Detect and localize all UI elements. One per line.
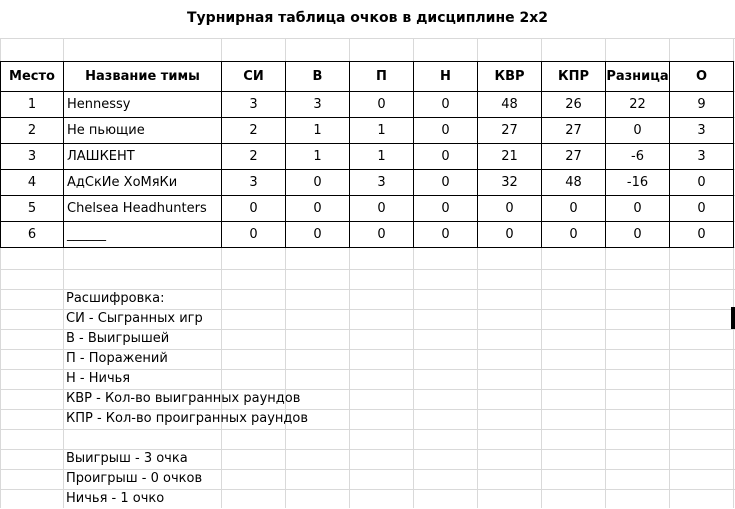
cell-wins[interactable]: 0 [286, 196, 350, 222]
cell-rounds-lost[interactable]: 0 [542, 196, 606, 222]
header-place[interactable]: Место [1, 62, 64, 92]
cell-team-name[interactable]: Chelsea Headhunters [64, 196, 222, 222]
cell-games-played[interactable]: 3 [222, 170, 286, 196]
cell-place[interactable]: 4 [1, 170, 64, 196]
cell-rounds-won[interactable]: 32 [478, 170, 542, 196]
legend-block [66, 289, 308, 509]
cell-place[interactable]: 3 [1, 144, 64, 170]
cell-games-played[interactable]: 0 [222, 196, 286, 222]
legend-item[interactable]: П - Поражений [66, 351, 168, 366]
cell-points[interactable]: 0 [670, 170, 734, 196]
cell-wins[interactable]: 0 [286, 170, 350, 196]
cell-points[interactable]: 3 [670, 118, 734, 144]
table-row [1, 222, 734, 248]
points-rule[interactable]: Ничья - 1 очко [66, 491, 165, 506]
cell-draws[interactable]: 0 [414, 222, 478, 248]
cell-losses[interactable]: 0 [350, 196, 414, 222]
cell-points[interactable]: 0 [670, 196, 734, 222]
cell-draws[interactable]: 0 [414, 170, 478, 196]
header-team-name[interactable]: Название тимы [64, 62, 222, 92]
cell-points[interactable]: 0 [670, 222, 734, 248]
cell-rounds-lost[interactable]: 27 [542, 144, 606, 170]
cell-difference[interactable]: -6 [606, 144, 670, 170]
header-rounds-won[interactable]: КВР [478, 62, 542, 92]
table-row [1, 170, 734, 196]
cell-team-name[interactable]: ЛАШКЕНТ [64, 144, 222, 170]
cell-difference[interactable]: 0 [606, 118, 670, 144]
standings-table [0, 61, 734, 248]
cell-rounds-lost[interactable]: 48 [542, 170, 606, 196]
legend-heading[interactable]: Расшифровка: [66, 291, 165, 306]
points-rule[interactable]: Выигрыш - 3 очка [66, 451, 188, 466]
cell-rounds-won[interactable]: 0 [478, 222, 542, 248]
legend-item[interactable]: КПР - Кол-во проигранных раундов [66, 411, 309, 426]
cell-place[interactable]: 1 [1, 92, 64, 118]
cell-draws[interactable]: 0 [414, 144, 478, 170]
cell-team-name[interactable]: Не пьющие [64, 118, 222, 144]
cell-team-name[interactable]: АдСкИе ХоМяКи [64, 170, 222, 196]
cell-wins[interactable]: 0 [286, 222, 350, 248]
cell-difference[interactable]: -16 [606, 170, 670, 196]
table-row [1, 118, 734, 144]
cell-games-played[interactable]: 2 [222, 118, 286, 144]
cell-difference[interactable]: 22 [606, 92, 670, 118]
cell-rounds-won[interactable]: 48 [478, 92, 542, 118]
cell-place[interactable]: 6 [1, 222, 64, 248]
cell-rounds-won[interactable]: 0 [478, 196, 542, 222]
cell-team-name[interactable]: Hennessy [64, 92, 222, 118]
cell-team-name[interactable]: ______ [64, 222, 222, 248]
header-difference[interactable]: Разница [606, 62, 670, 92]
cell-rounds-lost[interactable]: 26 [542, 92, 606, 118]
header-rounds-lost[interactable]: КПР [542, 62, 606, 92]
cell-losses[interactable]: 0 [350, 92, 414, 118]
cell-wins[interactable]: 1 [286, 144, 350, 170]
cell-rounds-won[interactable]: 27 [478, 118, 542, 144]
cell-losses[interactable]: 1 [350, 144, 414, 170]
page-title: Турнирная таблица очков в дисциплине 2х2 [187, 10, 548, 26]
cell-games-played[interactable]: 2 [222, 144, 286, 170]
cell-wins[interactable]: 3 [286, 92, 350, 118]
cell-draws[interactable]: 0 [414, 92, 478, 118]
cell-losses[interactable]: 3 [350, 170, 414, 196]
cell-place[interactable]: 2 [1, 118, 64, 144]
cell-games-played[interactable]: 0 [222, 222, 286, 248]
points-rule[interactable]: Проигрыш - 0 очков [66, 471, 203, 486]
cell-rounds-lost[interactable]: 27 [542, 118, 606, 144]
cell-draws[interactable]: 0 [414, 196, 478, 222]
table-row [1, 92, 734, 118]
cell-points[interactable]: 3 [670, 144, 734, 170]
cell-games-played[interactable]: 3 [222, 92, 286, 118]
cell-difference[interactable]: 0 [606, 222, 670, 248]
table-row [1, 196, 734, 222]
cell-rounds-won[interactable]: 21 [478, 144, 542, 170]
cell-points[interactable]: 9 [670, 92, 734, 118]
header-wins[interactable]: В [286, 62, 350, 92]
cell-rounds-lost[interactable]: 0 [542, 222, 606, 248]
legend-item[interactable]: СИ - Сыгранных игр [66, 311, 203, 326]
legend-item[interactable]: КВР - Кол-во выигранных раундов [66, 391, 301, 406]
cell-cursor-marker [731, 307, 735, 329]
legend-item[interactable]: В - Выигрышей [66, 331, 170, 346]
header-games-played[interactable]: СИ [222, 62, 286, 92]
empty-cell[interactable] [66, 429, 308, 449]
table-header-row [1, 62, 734, 92]
header-draws[interactable]: Н [414, 62, 478, 92]
cell-difference[interactable]: 0 [606, 196, 670, 222]
header-losses[interactable]: П [350, 62, 414, 92]
cell-losses[interactable]: 0 [350, 222, 414, 248]
cell-draws[interactable]: 0 [414, 118, 478, 144]
cell-losses[interactable]: 1 [350, 118, 414, 144]
cell-wins[interactable]: 1 [286, 118, 350, 144]
header-points[interactable]: О [670, 62, 734, 92]
legend-item[interactable]: Н - Ничья [66, 371, 131, 386]
cell-place[interactable]: 5 [1, 196, 64, 222]
table-row [1, 144, 734, 170]
